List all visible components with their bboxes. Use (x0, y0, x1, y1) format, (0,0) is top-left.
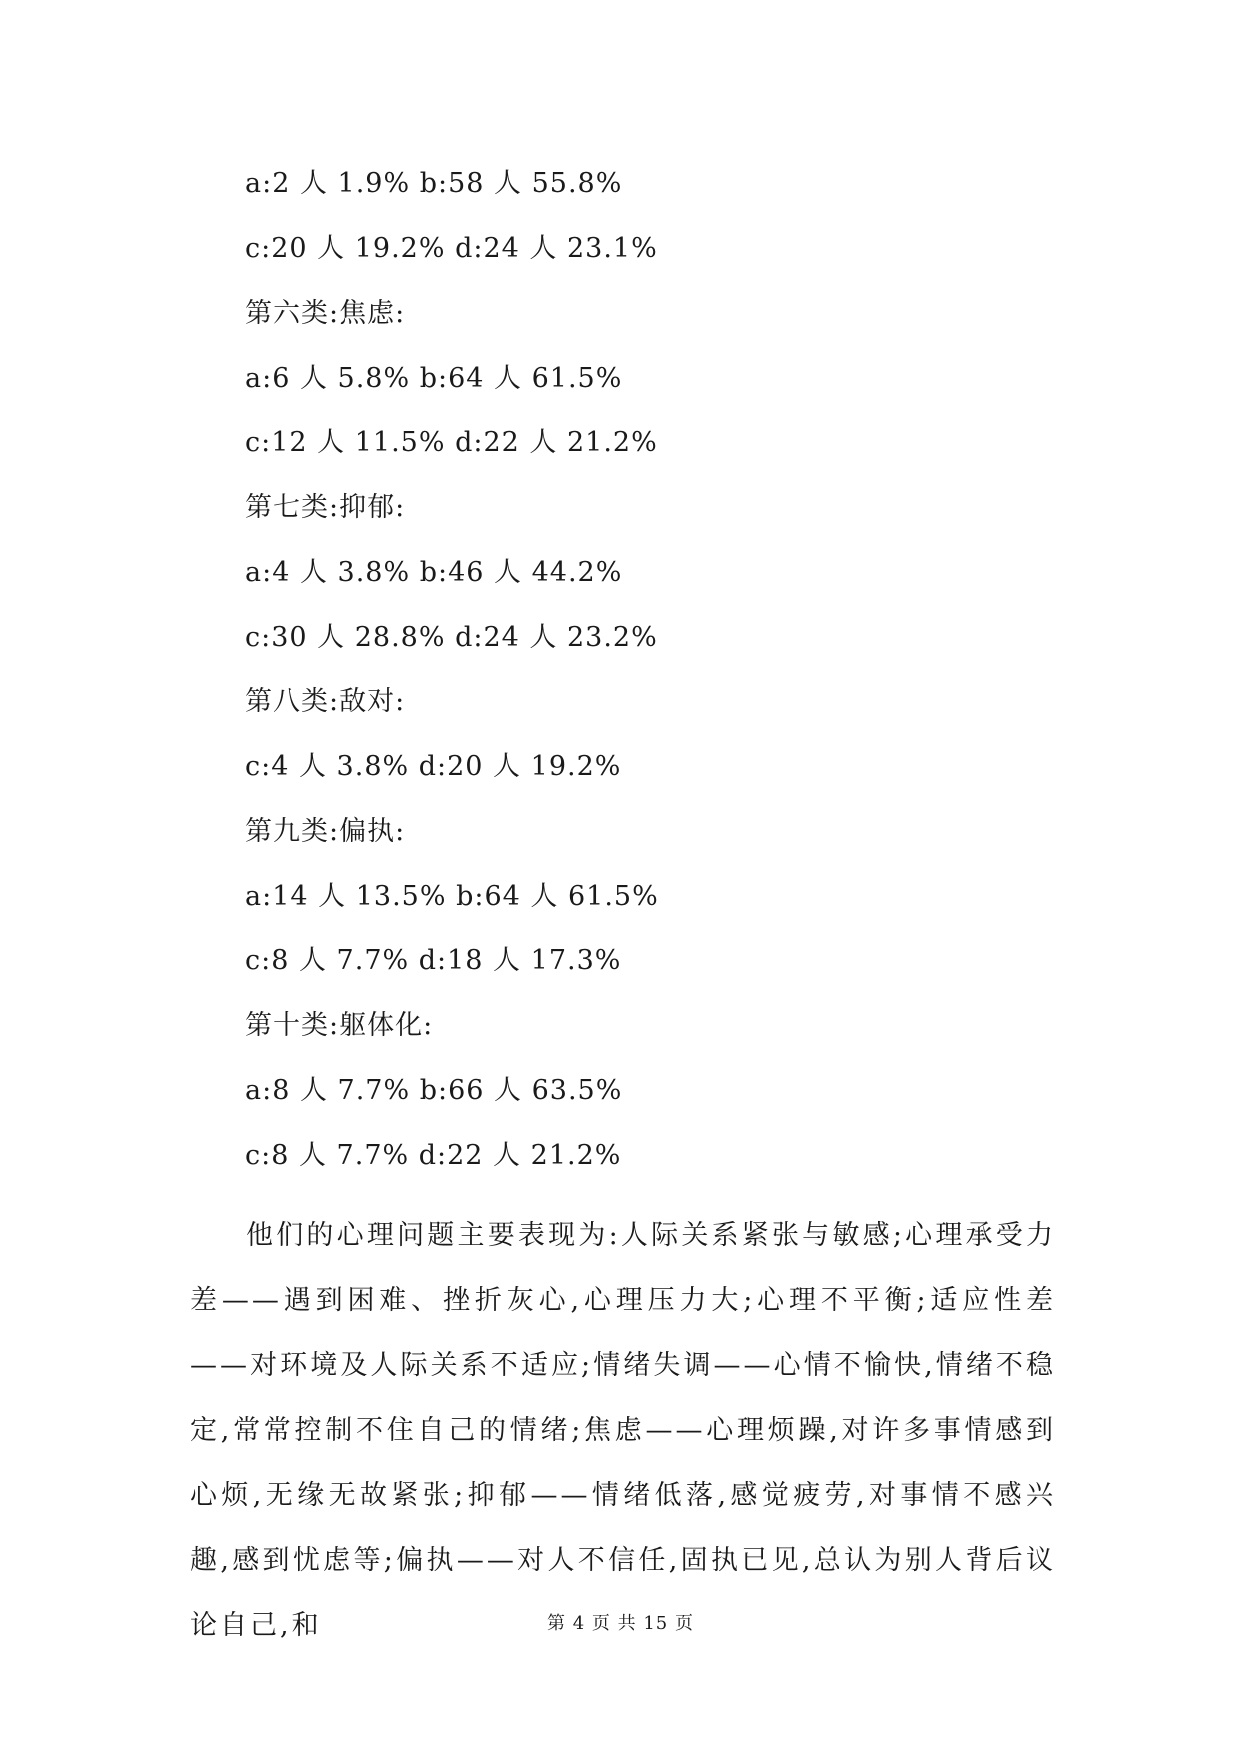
category-heading: 第九类:偏执: (245, 816, 406, 847)
stat-line: a:8 人 7.7% b:66 人 63.5% (245, 1075, 623, 1106)
stat-line: c:8 人 7.7% d:18 人 17.3% (245, 945, 622, 976)
category-heading: 第七类:抑郁: (245, 492, 406, 523)
category-heading: 第十类:躯体化: (245, 1010, 434, 1041)
stat-line: c:20 人 19.2% d:24 人 23.1% (245, 233, 658, 264)
stat-line: a:14 人 13.5% b:64 人 61.5% (245, 881, 659, 912)
body-paragraph: 他们的心理问题主要表现为:人际关系紧张与敏感;心理承受力差——遇到困难、挫折灰心,心理压力大;心理不平衡;适应性差——对环境及人际关系不适应;情绪失调——心情不愉快,情绪不稳定,常常控制不住自己的情绪;焦虑——心理烦躁,对许多事情感到心烦,无缘无故紧张;抑郁——情绪低落,感觉疲劳,对事情不感兴趣,感到忧虑等;偏执——对人不信任,固执已见,总认为别人背后议论自己,和 (190, 1220, 1056, 1641)
stat-line: c:4 人 3.8% d:20 人 19.2% (245, 751, 622, 782)
stat-line: c:12 人 11.5% d:22 人 21.2% (245, 427, 658, 458)
page-footer: 第 4 页 共 15 页 (547, 1613, 694, 1634)
stat-line: c:8 人 7.7% d:22 人 21.2% (245, 1140, 622, 1171)
category-heading: 第六类:焦虑: (245, 298, 406, 329)
stat-line: a:6 人 5.8% b:64 人 61.5% (245, 363, 623, 394)
stat-line: a:4 人 3.8% b:46 人 44.2% (245, 557, 623, 588)
category-heading: 第八类:敌对: (245, 686, 406, 717)
stat-line: c:30 人 28.8% d:24 人 23.2% (245, 622, 658, 653)
stat-line: a:2 人 1.9% b:58 人 55.8% (245, 168, 623, 199)
